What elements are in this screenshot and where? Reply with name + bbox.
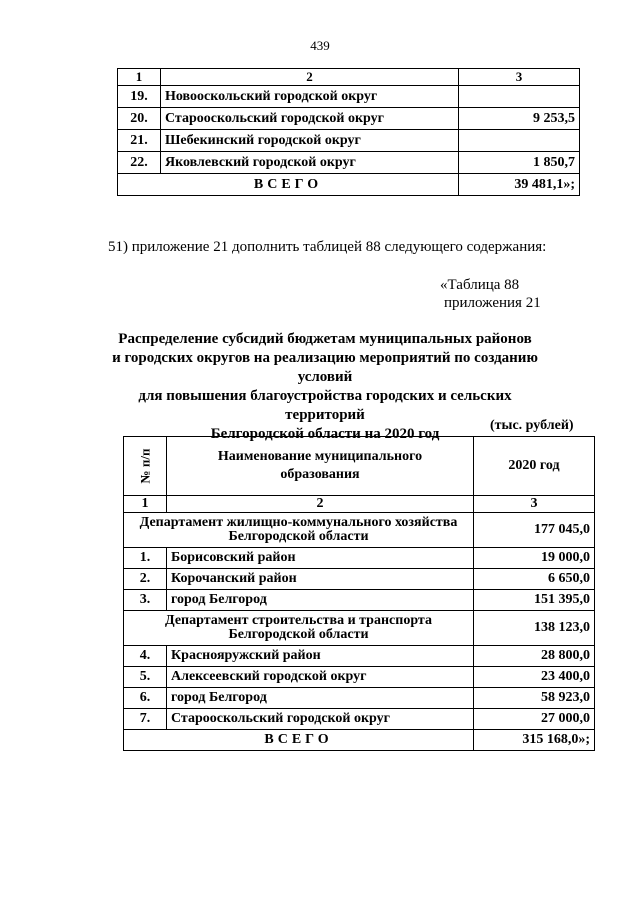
- table-caption: [440, 276, 570, 312]
- column-number: 3: [474, 496, 595, 513]
- row-name: Борисовский район: [167, 548, 474, 569]
- title-line: Белгородской области на 2020 год: [210, 426, 440, 442]
- row-number: 2.: [124, 569, 167, 590]
- table-row: [124, 569, 595, 590]
- department-name: Департамент жилищно-коммунального хозяйства Белгородской области: [124, 513, 474, 548]
- department-row: [124, 611, 595, 646]
- column-number: 1: [124, 496, 167, 513]
- total-label: ВСЕГО: [118, 174, 459, 196]
- table-row: [118, 130, 580, 152]
- table-row: [124, 709, 595, 730]
- row-number: 1.: [124, 548, 167, 569]
- row-value: 27 000,0: [474, 709, 595, 730]
- title-line: и городских округов на реализацию мероприятий по созданию условий: [112, 350, 538, 385]
- row-number: 6.: [124, 688, 167, 709]
- header-cell: 3: [459, 69, 580, 86]
- total-value: 315 168,0»;: [474, 730, 595, 751]
- header-num: [124, 437, 167, 496]
- total-row: [124, 730, 595, 751]
- header-cell: 1: [118, 69, 161, 86]
- row-value: 58 923,0: [474, 688, 595, 709]
- row-value: [459, 130, 580, 152]
- column-numbers-row: [124, 496, 595, 513]
- department-value: 138 123,0: [474, 611, 595, 646]
- table-header-row: [124, 437, 595, 496]
- page-number: 439: [310, 38, 330, 53]
- units-label: (тыс. рублей): [490, 418, 574, 433]
- column-number: 2: [167, 496, 474, 513]
- row-name: Шебекинский городской округ: [161, 130, 459, 152]
- row-number: 7.: [124, 709, 167, 730]
- total-value: 39 481,1»;: [459, 174, 580, 196]
- row-name: Яковлевский городской округ: [161, 152, 459, 174]
- caption-line: «Таблица 88: [440, 277, 520, 293]
- row-name: город Белгород: [167, 590, 474, 611]
- subsidy-table: [123, 436, 595, 751]
- row-name: Алексеевский городской округ: [167, 667, 474, 688]
- row-value: 9 253,5: [459, 108, 580, 130]
- document-title: [100, 330, 550, 444]
- row-name: Краснояружский район: [167, 646, 474, 667]
- table-row: [124, 590, 595, 611]
- table-header-row: [118, 69, 580, 86]
- row-value: 6 650,0: [474, 569, 595, 590]
- row-name: Новооскольский городской округ: [161, 86, 459, 108]
- table-row: [118, 86, 580, 108]
- caption-line: приложения 21: [444, 295, 541, 311]
- row-number: 21.: [118, 130, 161, 152]
- row-value: 19 000,0: [474, 548, 595, 569]
- row-number: 4.: [124, 646, 167, 667]
- table-row: [124, 667, 595, 688]
- row-name: Старооскольский городской округ: [167, 709, 474, 730]
- table-row: [118, 108, 580, 130]
- department-name: Департамент строительства и транспорта Белгородской области: [124, 611, 474, 646]
- row-name: город Белгород: [167, 688, 474, 709]
- header-name: Наименование муниципального образования: [167, 437, 474, 496]
- row-number: 22.: [118, 152, 161, 174]
- row-number: 3.: [124, 590, 167, 611]
- header-year: 2020 год: [474, 437, 595, 496]
- title-line: для повышения благоустройства городских и сельских территорий: [138, 388, 512, 423]
- amendment-paragraph: 51) приложение 21 дополнить таблицей 88 следующего содержания:: [108, 239, 547, 255]
- department-row: [124, 513, 595, 548]
- total-label: ВСЕГО: [124, 730, 474, 751]
- row-value: 151 395,0: [474, 590, 595, 611]
- row-value: 23 400,0: [474, 667, 595, 688]
- row-name: Старооскольский городской округ: [161, 108, 459, 130]
- department-value: 177 045,0: [474, 513, 595, 548]
- table-row: [124, 688, 595, 709]
- row-name: Корочанский район: [167, 569, 474, 590]
- table-row: [124, 548, 595, 569]
- title-line: Распределение субсидий бюджетам муниципальных районов: [118, 331, 532, 347]
- header-cell: 2: [161, 69, 459, 86]
- row-number: 5.: [124, 667, 167, 688]
- row-value: [459, 86, 580, 108]
- total-row: [118, 174, 580, 196]
- table-row: [118, 152, 580, 174]
- row-value: 28 800,0: [474, 646, 595, 667]
- header-num-text: № п/п: [137, 448, 152, 483]
- row-number: 19.: [118, 86, 161, 108]
- row-number: 20.: [118, 108, 161, 130]
- row-value: 1 850,7: [459, 152, 580, 174]
- table-continuation: [117, 68, 580, 196]
- table-row: [124, 646, 595, 667]
